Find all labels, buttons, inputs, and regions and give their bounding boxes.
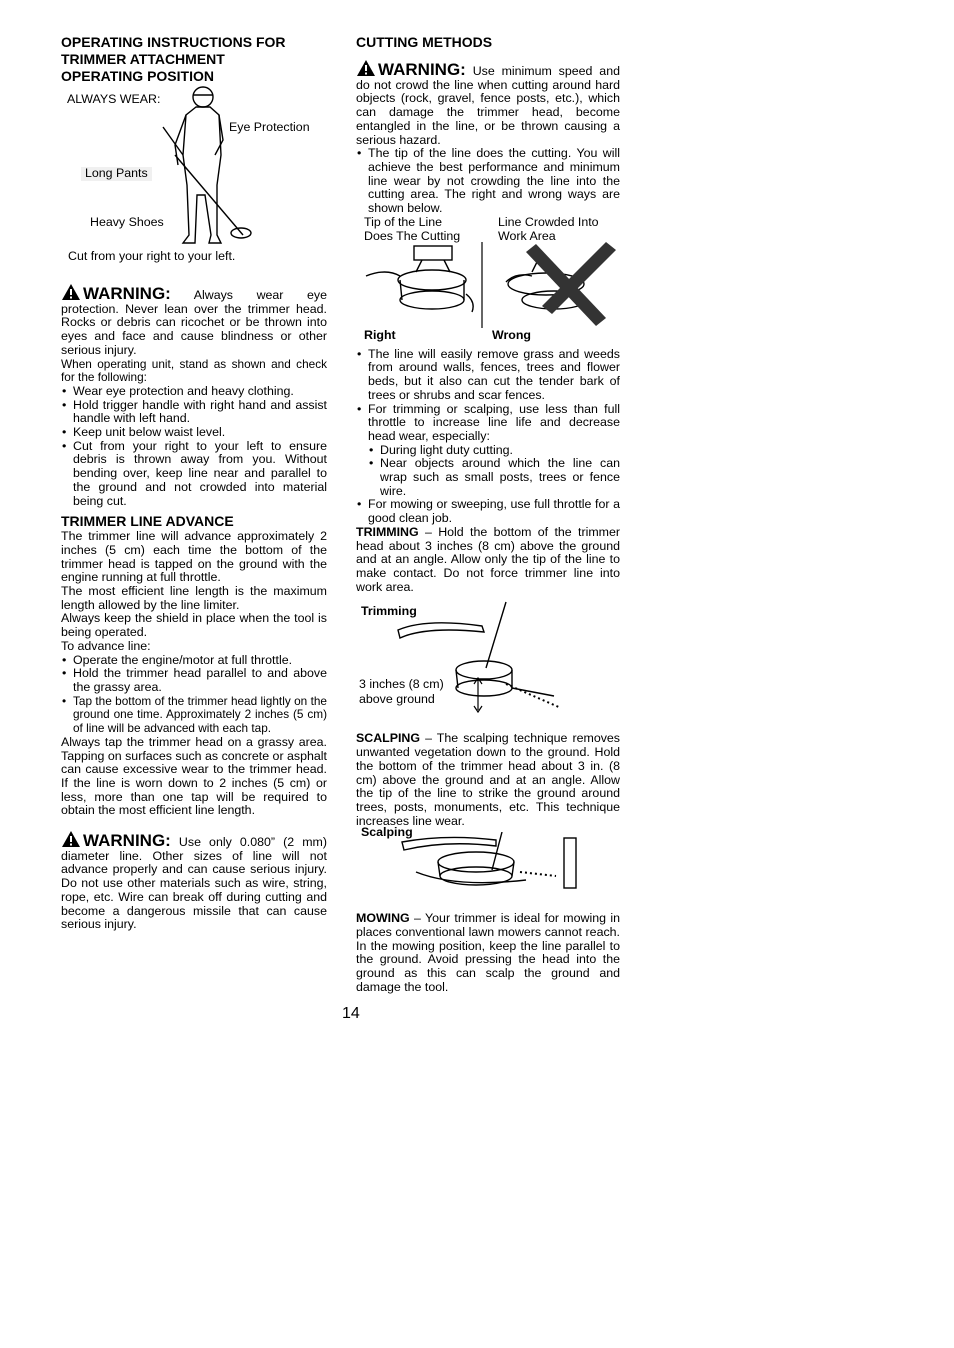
warning-icon	[356, 59, 376, 77]
trimming-label: TRIMMING	[356, 524, 419, 539]
list-item: • The line will easily remove grass and weeds from around walls, fences, trees and flower beds, but it also can cut the tender bark of trees or shrubs and scar fences.	[356, 348, 620, 403]
list-item: • Hold trigger handle with right hand and assist handle with left hand.	[61, 399, 327, 426]
list-item: • During light duty cutting.	[368, 444, 620, 458]
operating-position-figure	[61, 85, 327, 277]
right-wrong-illustration	[356, 242, 620, 328]
scalping-figure	[356, 825, 620, 912]
list-item: • Tap the bottom of the trimmer head lightly on the ground one time. Approximately 2 inches (5 cm) of line will be advanced with each tap.	[61, 695, 327, 736]
trimming-paragraph: TRIMMING – Hold the bottom of the trimmer head about 3 inches (8 cm) above the ground and at an angle. Allow only the tip of the line to make contact. Do not force trimmer line into work area.	[356, 524, 620, 594]
warning-cutting	[356, 59, 620, 147]
list-item: • Keep unit below waist level.	[61, 426, 327, 440]
warning-label: WARNING:	[83, 831, 171, 851]
right-wrong-figure	[356, 216, 620, 344]
right-way-caption: Tip of the Line Does The Cutting	[364, 214, 461, 243]
operating-heading: OPERATING INSTRUCTIONS FOR TRIMMER ATTACHMENT OPERATING POSITION	[61, 34, 286, 84]
list-item: • Wear eye protection and heavy clothing.	[61, 385, 327, 399]
scalping-figure-title: Scalping	[361, 825, 413, 840]
trimming-figure-title: Trimming	[361, 604, 417, 619]
trimming-text: Hold the bottom of the trimmer head about 3 inches (8 cm) above the ground and at an angle. Allow only the tip of the line to make contact. Do not force trimmer line into work area.	[356, 524, 620, 594]
scalping-text: The scalping technique removes unwanted vegetation down to the ground. Hold the bottom of the trimmer head about 3 in. (8 cm) above the ground and at an angle. Allow the tip of the line to strike the ground around trees, posts, monuments, etc. This technique increases line wear.	[356, 731, 620, 828]
trimming-figure	[356, 598, 620, 732]
heavy-shoes-label: Heavy Shoes	[90, 215, 164, 229]
scalping-illustration	[396, 832, 586, 912]
warning-text: Use minimum speed and do not crowd the line when cutting around hard objects (rock, gravel, fence posts, etc.), which can damage the trimmer head, become entangled in the line, or be thrown causing a serious hazard.	[356, 64, 620, 147]
list-item: • The tip of the line does the cutting. You will achieve the best performance and minimum line wear by not crowding the line into the cutting area. The right and wrong ways are shown below.	[356, 147, 620, 216]
list-item: • Cut from your right to your left to ensure debris is thrown away from you. Without bending over, keep line near and parallel to the ground and not crowded into material being cut.	[61, 440, 327, 509]
cutting-methods-heading: CUTTING METHODS	[356, 34, 493, 50]
left-column	[61, 34, 327, 932]
warning-icon	[61, 830, 81, 848]
tip-bullet-list	[356, 147, 620, 216]
wrong-label: Wrong	[492, 327, 531, 342]
cutting-bullet-list	[356, 348, 620, 444]
right-column	[356, 34, 620, 995]
scalping-label: SCALPING	[356, 731, 421, 746]
list-item: • For mowing or sweeping, use full throttle for a good clean job.	[356, 498, 620, 525]
warning-eye-protection	[61, 283, 327, 358]
line-advance-heading: TRIMMER LINE ADVANCE	[61, 513, 234, 530]
page-number: 14	[342, 1005, 360, 1022]
line-advance-p3: Always keep the shield in place when the tool is being operated.	[61, 611, 327, 640]
scalping-paragraph: SCALPING – The scalping technique removes unwanted vegetation down to the ground. Hold the bottom of the trimmer head about 3 in. (8 cm) above the ground and at an angle. Allow the tip of the line to strike the ground around trees, posts, monuments, etc. This technique increases line wear.	[356, 731, 620, 828]
operating-intro: When operating unit, stand as shown and check for the following:	[61, 356, 327, 385]
operating-figure-caption: Cut from your right to your left.	[68, 249, 236, 263]
right-label: Right	[364, 327, 396, 342]
line-advance-steps	[61, 654, 327, 736]
warning-line-size	[61, 830, 327, 932]
warning-icon	[61, 283, 81, 301]
warning-text: Use only 0.080” (2 mm) diameter line. Other sizes of line will not advance properly and can cause serious injury. Do not use other materials such as wire, string, rope, etc. Wire can break off during cutting and become a dangerous missile that can cause serious injury.	[61, 835, 327, 932]
warning-text: Always wear eye protection. Never lean over the trimmer head. Rocks or debris can ricochet or be thrown into eyes and face and cause blindness or other serious injury.	[61, 288, 327, 357]
mowing-paragraph: MOWING – Your trimmer is ideal for mowing in places conventional lawn mowers cannot reach. In the mowing position, keep the line parallel to the ground. Avoid pressing the head into the ground as this can scalp the ground and damage the tool.	[356, 911, 620, 994]
line-advance-p4: To advance line:	[61, 638, 151, 653]
line-advance-p2: The most efficient line length is the maximum length allowed by the line limiter.	[61, 584, 327, 612]
operating-checklist	[61, 385, 327, 508]
mowing-label: MOWING	[356, 911, 410, 926]
eye-protection-label: Eye Protection	[229, 120, 310, 134]
warning-label: WARNING:	[378, 60, 466, 79]
operator-illustration	[153, 85, 253, 250]
cutting-sub-bullet-list	[356, 444, 620, 499]
list-item: • Operate the engine/motor at full throttle.	[61, 654, 327, 668]
list-item: • For trimming or scalping, use less than full throttle to increase line life and decrease head wear, especially:	[356, 403, 620, 444]
mowing-bullet-list	[356, 498, 620, 525]
long-pants-label: Long Pants	[81, 167, 152, 181]
always-wear-label: ALWAYS WEAR:	[67, 92, 161, 106]
warning-label: WARNING:	[83, 284, 171, 303]
mowing-text: Your trimmer is ideal for mowing in places conventional lawn mowers cannot reach. In the mowing position, keep the line parallel to the ground. Avoid pressing the head into the ground as this can scalp the ground and damage the tool.	[356, 911, 620, 994]
wrong-way-caption: Line Crowded Into Work Area	[498, 214, 599, 243]
list-item: • Near objects around which the line can wrap such as small posts, trees or fence wire.	[368, 457, 620, 498]
list-item: • Hold the trimmer head parallel to and above the grassy area.	[61, 667, 327, 694]
line-advance-p1: The trimmer line will advance approximately 2 inches (5 cm) each time the bottom of the trimmer head is tapped on the ground with the engine running at full throttle.	[61, 529, 327, 585]
line-advance-p5: Always tap the trimmer head on a grassy area. Tapping on surfaces such as concrete or asphalt can cause excessive wear to the trimmer head. If the line is worn down to 2 inches (5 cm) or less, more than one tap will be required to obtain the most efficient line length.	[61, 734, 327, 818]
trimming-height-caption: 3 inches (8 cm) above ground	[359, 677, 444, 707]
